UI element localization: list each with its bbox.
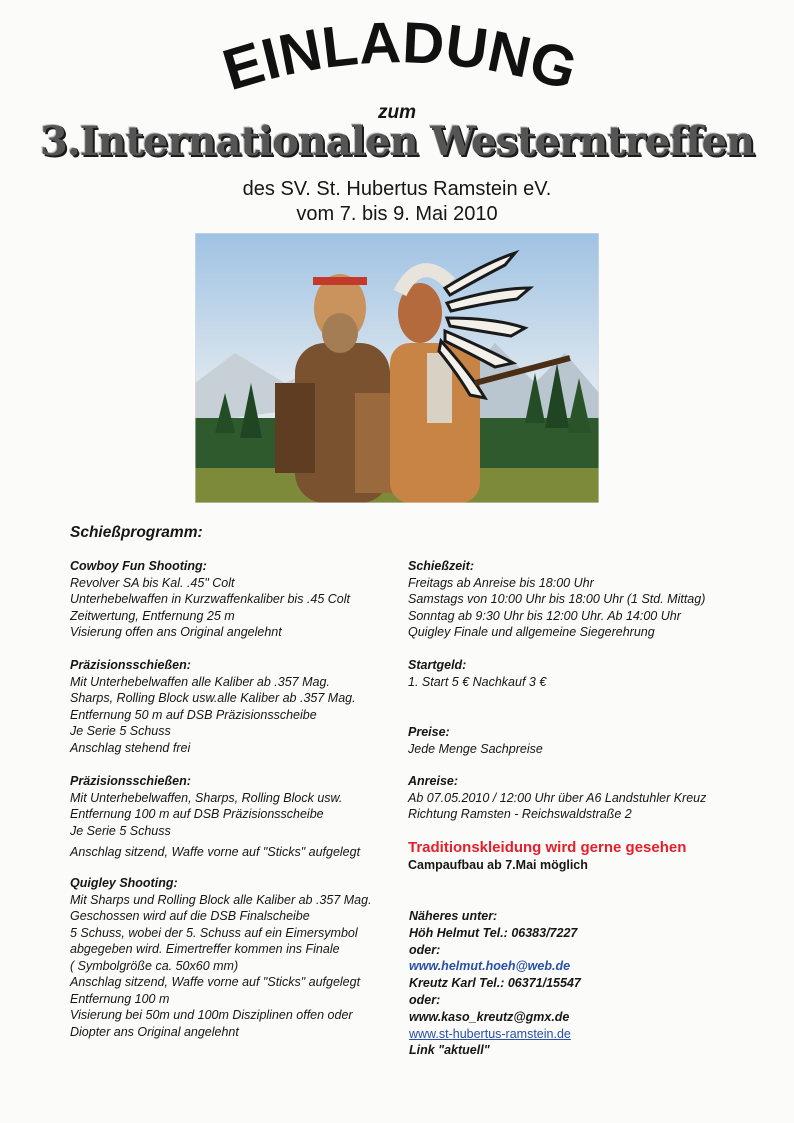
- schiesszeit-line: Quigley Finale und allgemeine Siegerehrung: [408, 625, 655, 639]
- cowboy-section: [70, 558, 350, 641]
- schiesszeit-line: Freitags ab Anreise bis 18:00 Uhr: [408, 575, 594, 590]
- quigley-line: Geschossen wird auf die DSB Finalscheibe: [70, 909, 310, 923]
- host-line: des SV. St. Hubertus Ramstein eV.: [242, 178, 552, 200]
- contact-person-1: Höh Helmut Tel.: 06383/7227: [409, 925, 578, 940]
- praezision-50-section: [70, 657, 356, 756]
- praezision-100-section: [70, 773, 360, 861]
- praezision-100-title: Präzisionsschießen:: [70, 774, 191, 788]
- contact-or-1: oder:: [409, 942, 441, 957]
- quigley-line: Mit Sharps und Rolling Block alle Kaliber ab .357 Mag.: [70, 892, 372, 907]
- event-title: 3.Internationalen Westerntreffen: [39, 118, 755, 165]
- startgeld-section: [408, 657, 546, 690]
- camp-note: Campaufbau ab 7.Mai möglich: [408, 858, 588, 872]
- quigley-line: Visierung bei 50m und 100m Disziplinen offen oder: [70, 1008, 353, 1022]
- title-einladung-text: EINLADUNG: [215, 20, 585, 104]
- praezision-100-line: Entfernung 100 m auf DSB Präzisionsscheibe: [70, 807, 324, 821]
- quigley-section: [70, 875, 372, 1040]
- cowboy-line: Unterhebelwaffen in Kurzwaffenkaliber bis .45 Colt: [70, 592, 351, 606]
- quigley-title: Quigley Shooting:: [70, 876, 178, 890]
- cowboy-line: Zeitwertung, Entfernung 25 m: [70, 608, 235, 623]
- contact-or-2: oder:: [409, 992, 441, 1007]
- schiesszeit-line: Samstags von 10:00 Uhr bis 18:00 Uhr (1 Std. Mittag): [408, 592, 706, 606]
- schiesszeit-title: Schießzeit:: [408, 559, 474, 573]
- quigley-line: 5 Schuss, wobei der 5. Schuss auf ein Eimersymbol: [70, 925, 358, 940]
- anreise-title: Anreise:: [408, 774, 459, 788]
- tradition-note: Traditionskleidung wird gerne gesehen: [408, 839, 687, 856]
- contact-person-2: Kreutz Karl Tel.: 06371/15547: [409, 976, 581, 991]
- website-link[interactable]: www.st-hubertus-ramstein.de: [409, 1026, 571, 1041]
- praezision-100-line: Mit Unterhebelwaffen, Sharps, Rolling Block usw.: [70, 790, 343, 805]
- anreise-section: [408, 773, 706, 823]
- cowboy-title: Cowboy Fun Shooting:: [70, 559, 207, 573]
- startgeld-line: 1. Start 5 € Nachkauf 3 €: [408, 674, 547, 689]
- startgeld-title: Startgeld:: [408, 658, 467, 672]
- svg-text:EINLADUNG: [216, 20, 584, 103]
- quigley-line: ( Symbolgröße ca. 50x60 mm): [70, 958, 239, 973]
- quigley-line: Anschlag sitzend, Waffe vorne auf "Sticks" aufgelegt: [70, 975, 361, 989]
- quigley-line: Entfernung 100 m: [70, 991, 170, 1006]
- dates-line: vom 7. bis 9. Mai 2010: [296, 203, 498, 225]
- praezision-50-line: Je Serie 5 Schuss: [70, 724, 171, 738]
- preise-line: Jede Menge Sachpreise: [408, 741, 543, 756]
- program-heading: Schießprogramm:: [70, 524, 203, 541]
- praezision-50-line: Entfernung 50 m auf DSB Präzisionsscheibe: [70, 707, 317, 722]
- anreise-line: Richtung Ramsten - Reichswaldstraße 2: [408, 807, 632, 821]
- anreise-line: Ab 07.05.2010 / 12:00 Uhr über A6 Landstuhler Kreuz: [408, 790, 707, 805]
- schiesszeit-section: [408, 558, 705, 641]
- praezision-100-line: Anschlag sitzend, Waffe vorne auf "Sticks" aufgelegt: [70, 845, 361, 859]
- link-note: Link "aktuell": [409, 1043, 490, 1058]
- contact-title: Näheres unter:: [409, 909, 498, 923]
- praezision-50-line: Sharps, Rolling Block usw.alle Kaliber ab .357 Mag.: [70, 691, 356, 705]
- quigley-line: abgegeben wird. Eimertreffer kommen ins Finale: [70, 942, 340, 956]
- cowboy-line: Revolver SA bis Kal. .45" Colt: [70, 575, 235, 590]
- contact-email-1[interactable]: www.helmut.hoeh@web.de: [409, 959, 571, 974]
- contact-section: [409, 908, 581, 1059]
- praezision-100-line: Je Serie 5 Schuss: [70, 823, 171, 838]
- schiesszeit-line: Sonntag ab 9:30 Uhr bis 12:00 Uhr. Ab 14:00 Uhr: [408, 608, 681, 623]
- preise-title: Preise:: [408, 725, 450, 739]
- zum-label: zum: [378, 102, 416, 123]
- preise-section: [408, 724, 543, 757]
- praezision-50-line: Anschlag stehend frei: [70, 740, 191, 755]
- praezision-50-title: Präzisionsschießen:: [70, 658, 191, 672]
- quigley-line: Diopter ans Original angelehnt: [70, 1024, 239, 1039]
- praezision-50-line: Mit Unterhebelwaffen alle Kaliber ab .357 Mag.: [70, 674, 330, 689]
- cowboy-line: Visierung offen ans Original angelehnt: [70, 625, 282, 639]
- western-painting: [195, 233, 599, 503]
- contact-email-2[interactable]: www.kaso_kreutz@gmx.de: [409, 1009, 570, 1024]
